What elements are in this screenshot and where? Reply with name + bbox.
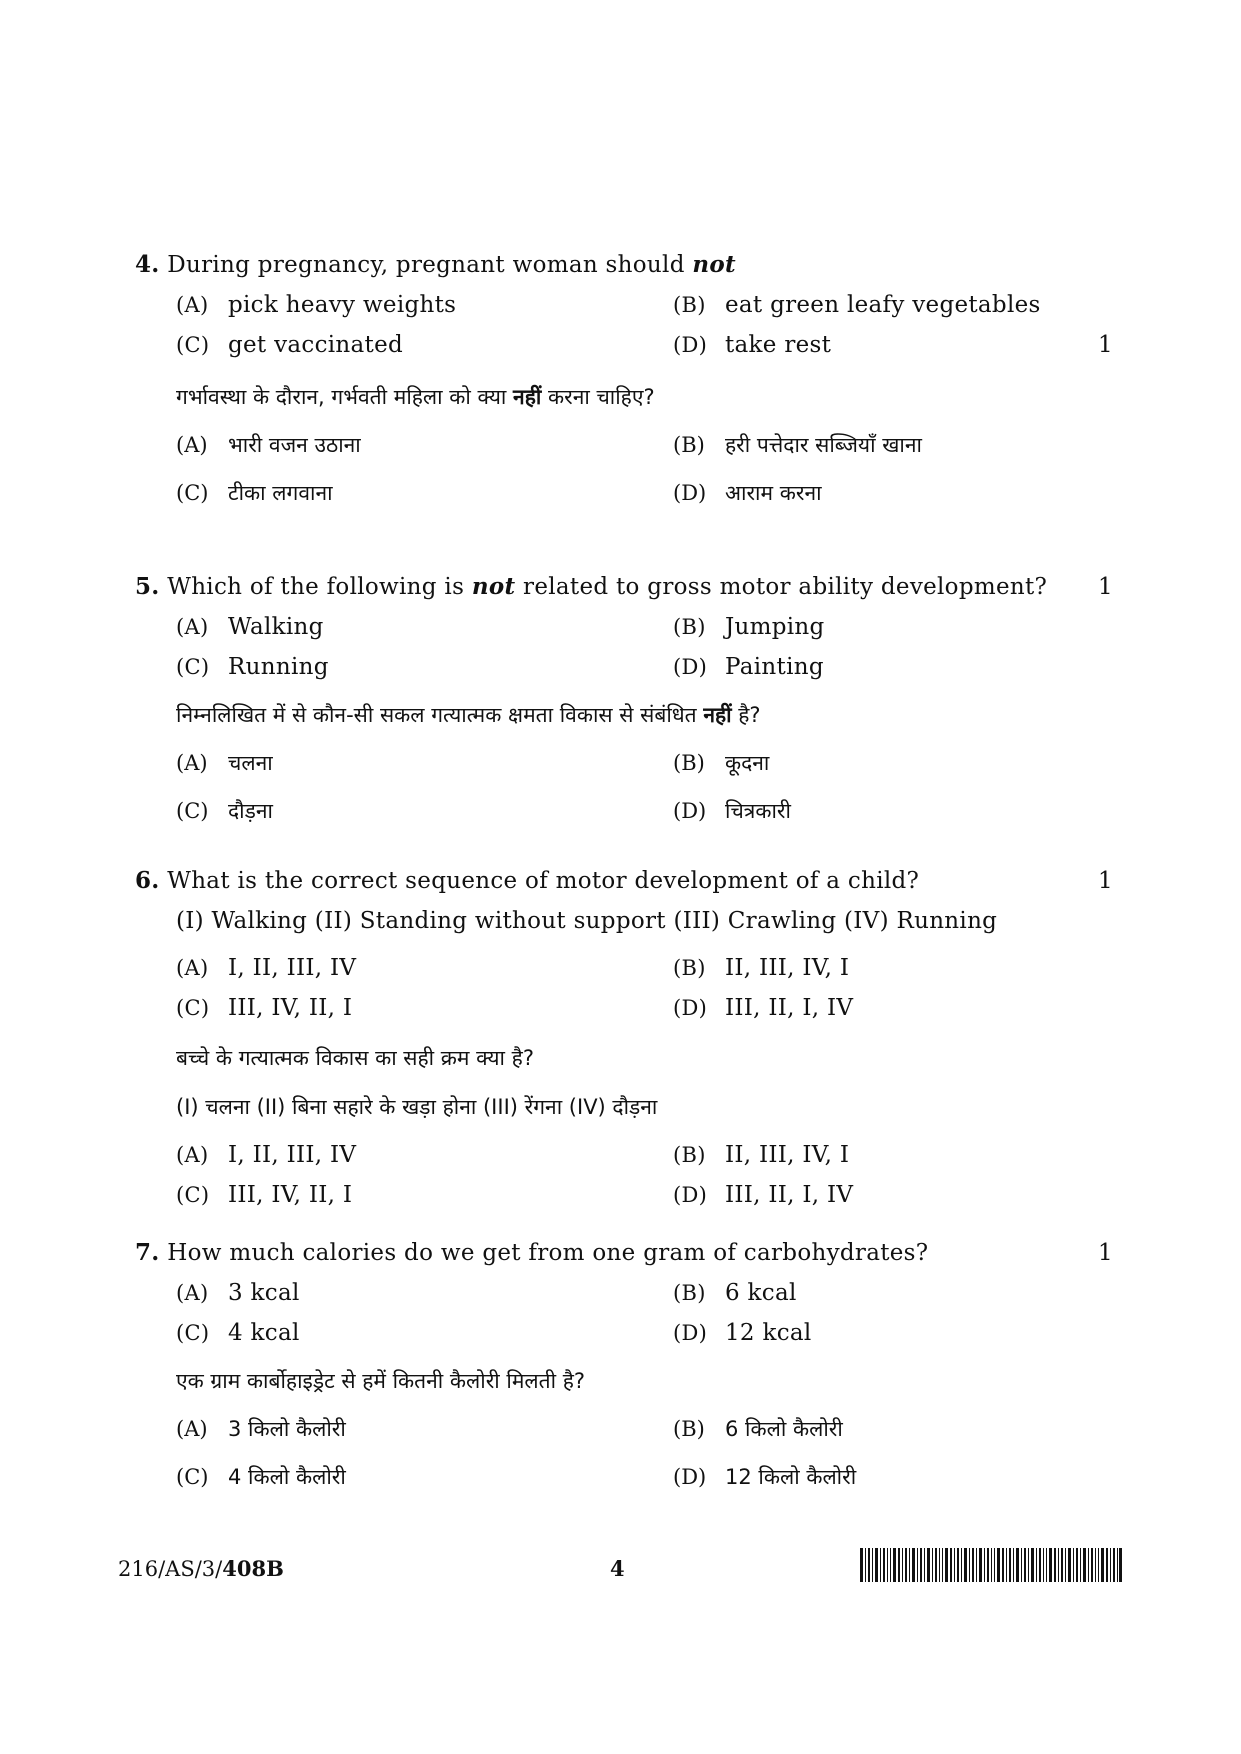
option-b: (B) eat green leafy vegetables xyxy=(673,292,1041,318)
option-a: (A) I, II, III, IV xyxy=(176,955,357,981)
marks: 1 xyxy=(1098,868,1113,894)
question-number: 4. xyxy=(135,251,160,278)
option-a-hindi: (A) 3 किलो कैलोरी xyxy=(176,1417,346,1441)
sequence-items-hindi: (I) चलना (II) बिना सहारे के खड़ा होना (III) रेंगना (IV) दौड़ना xyxy=(176,1095,658,1119)
option-c-hindi: (C) III, IV, II, I xyxy=(176,1182,353,1208)
option-c-hindi: (C) टीका लगवाना xyxy=(176,481,333,505)
marks: 1 xyxy=(1098,1240,1113,1266)
question-stem-hindi: गर्भावस्था के दौरान, गर्भवती महिला को क्या नहीं करना चाहिए? xyxy=(176,385,655,409)
option-a-hindi: (A) भारी वजन उठाना xyxy=(176,433,361,457)
option-b-hindi: (B) 6 किलो कैलोरी xyxy=(673,1417,843,1441)
option-c-hindi: (C) दौड़ना xyxy=(176,799,273,823)
option-b-hindi: (B) कूदना xyxy=(673,751,770,775)
option-d: (D) 12 kcal xyxy=(673,1320,812,1346)
question-stem-hindi: बच्चे के गत्यात्मक विकास का सही क्रम क्या है? xyxy=(176,1046,534,1070)
option-d-hindi: (D) 12 किलो कैलोरी xyxy=(673,1465,857,1489)
question-stem: 7. How much calories do we get from one gram of carbohydrates? xyxy=(135,1239,929,1266)
option-c: (C) Running xyxy=(176,654,329,680)
marks: 1 xyxy=(1098,332,1113,358)
question-number: 6. xyxy=(135,867,160,894)
question-stem: 5. Which of the following is not related to gross motor ability development? xyxy=(135,573,1048,600)
option-c: (C) III, IV, II, I xyxy=(176,995,353,1021)
option-a: (A) pick heavy weights xyxy=(176,292,457,318)
option-a-hindi: (A) I, II, III, IV xyxy=(176,1142,357,1168)
option-a-hindi: (A) चलना xyxy=(176,751,273,775)
question-stem: 6. What is the correct sequence of motor development of a child? xyxy=(135,867,920,894)
option-d: (D) take rest xyxy=(673,332,832,358)
marks: 1 xyxy=(1098,574,1113,600)
page-number: 4 xyxy=(610,1556,625,1581)
question-stem-hindi: निम्नलिखित में से कौन-सी सकल गत्यात्मक क्षमता विकास से संबंधित नहीं है? xyxy=(176,703,761,727)
option-d-hindi: (D) चित्रकारी xyxy=(673,799,791,823)
question-stem-hindi: एक ग्राम कार्बोहाइड्रेट से हमें कितनी कैलोरी मिलती है? xyxy=(176,1369,586,1393)
option-d-hindi: (D) आराम करना xyxy=(673,481,822,505)
option-b: (B) Jumping xyxy=(673,614,825,640)
option-a: (A) Walking xyxy=(176,614,324,640)
question-number: 5. xyxy=(135,573,160,600)
paper-code: 216/AS/3/408B xyxy=(118,1556,284,1581)
option-b-hindi: (B) हरी पत्तेदार सब्जियाँ खाना xyxy=(673,433,922,457)
option-d: (D) III, II, I, IV xyxy=(673,995,854,1021)
emphasis-not: not xyxy=(692,251,736,278)
question-stem: 4. During pregnancy, pregnant woman should not xyxy=(135,251,736,278)
sequence-items: (I) Walking (II) Standing without support (III) Crawling (IV) Running xyxy=(176,908,998,934)
emphasis-not: not xyxy=(471,573,516,600)
option-b: (B) 6 kcal xyxy=(673,1280,797,1306)
option-c: (C) get vaccinated xyxy=(176,332,404,358)
option-d-hindi: (D) III, II, I, IV xyxy=(673,1182,854,1208)
option-c: (C) 4 kcal xyxy=(176,1320,300,1346)
option-c-hindi: (C) 4 किलो कैलोरी xyxy=(176,1465,346,1489)
option-b-hindi: (B) II, III, IV, I xyxy=(673,1142,850,1168)
barcode-icon xyxy=(860,1548,1122,1582)
option-b: (B) II, III, IV, I xyxy=(673,955,850,981)
option-a: (A) 3 kcal xyxy=(176,1280,300,1306)
question-number: 7. xyxy=(135,1239,160,1266)
option-d: (D) Painting xyxy=(673,654,824,680)
